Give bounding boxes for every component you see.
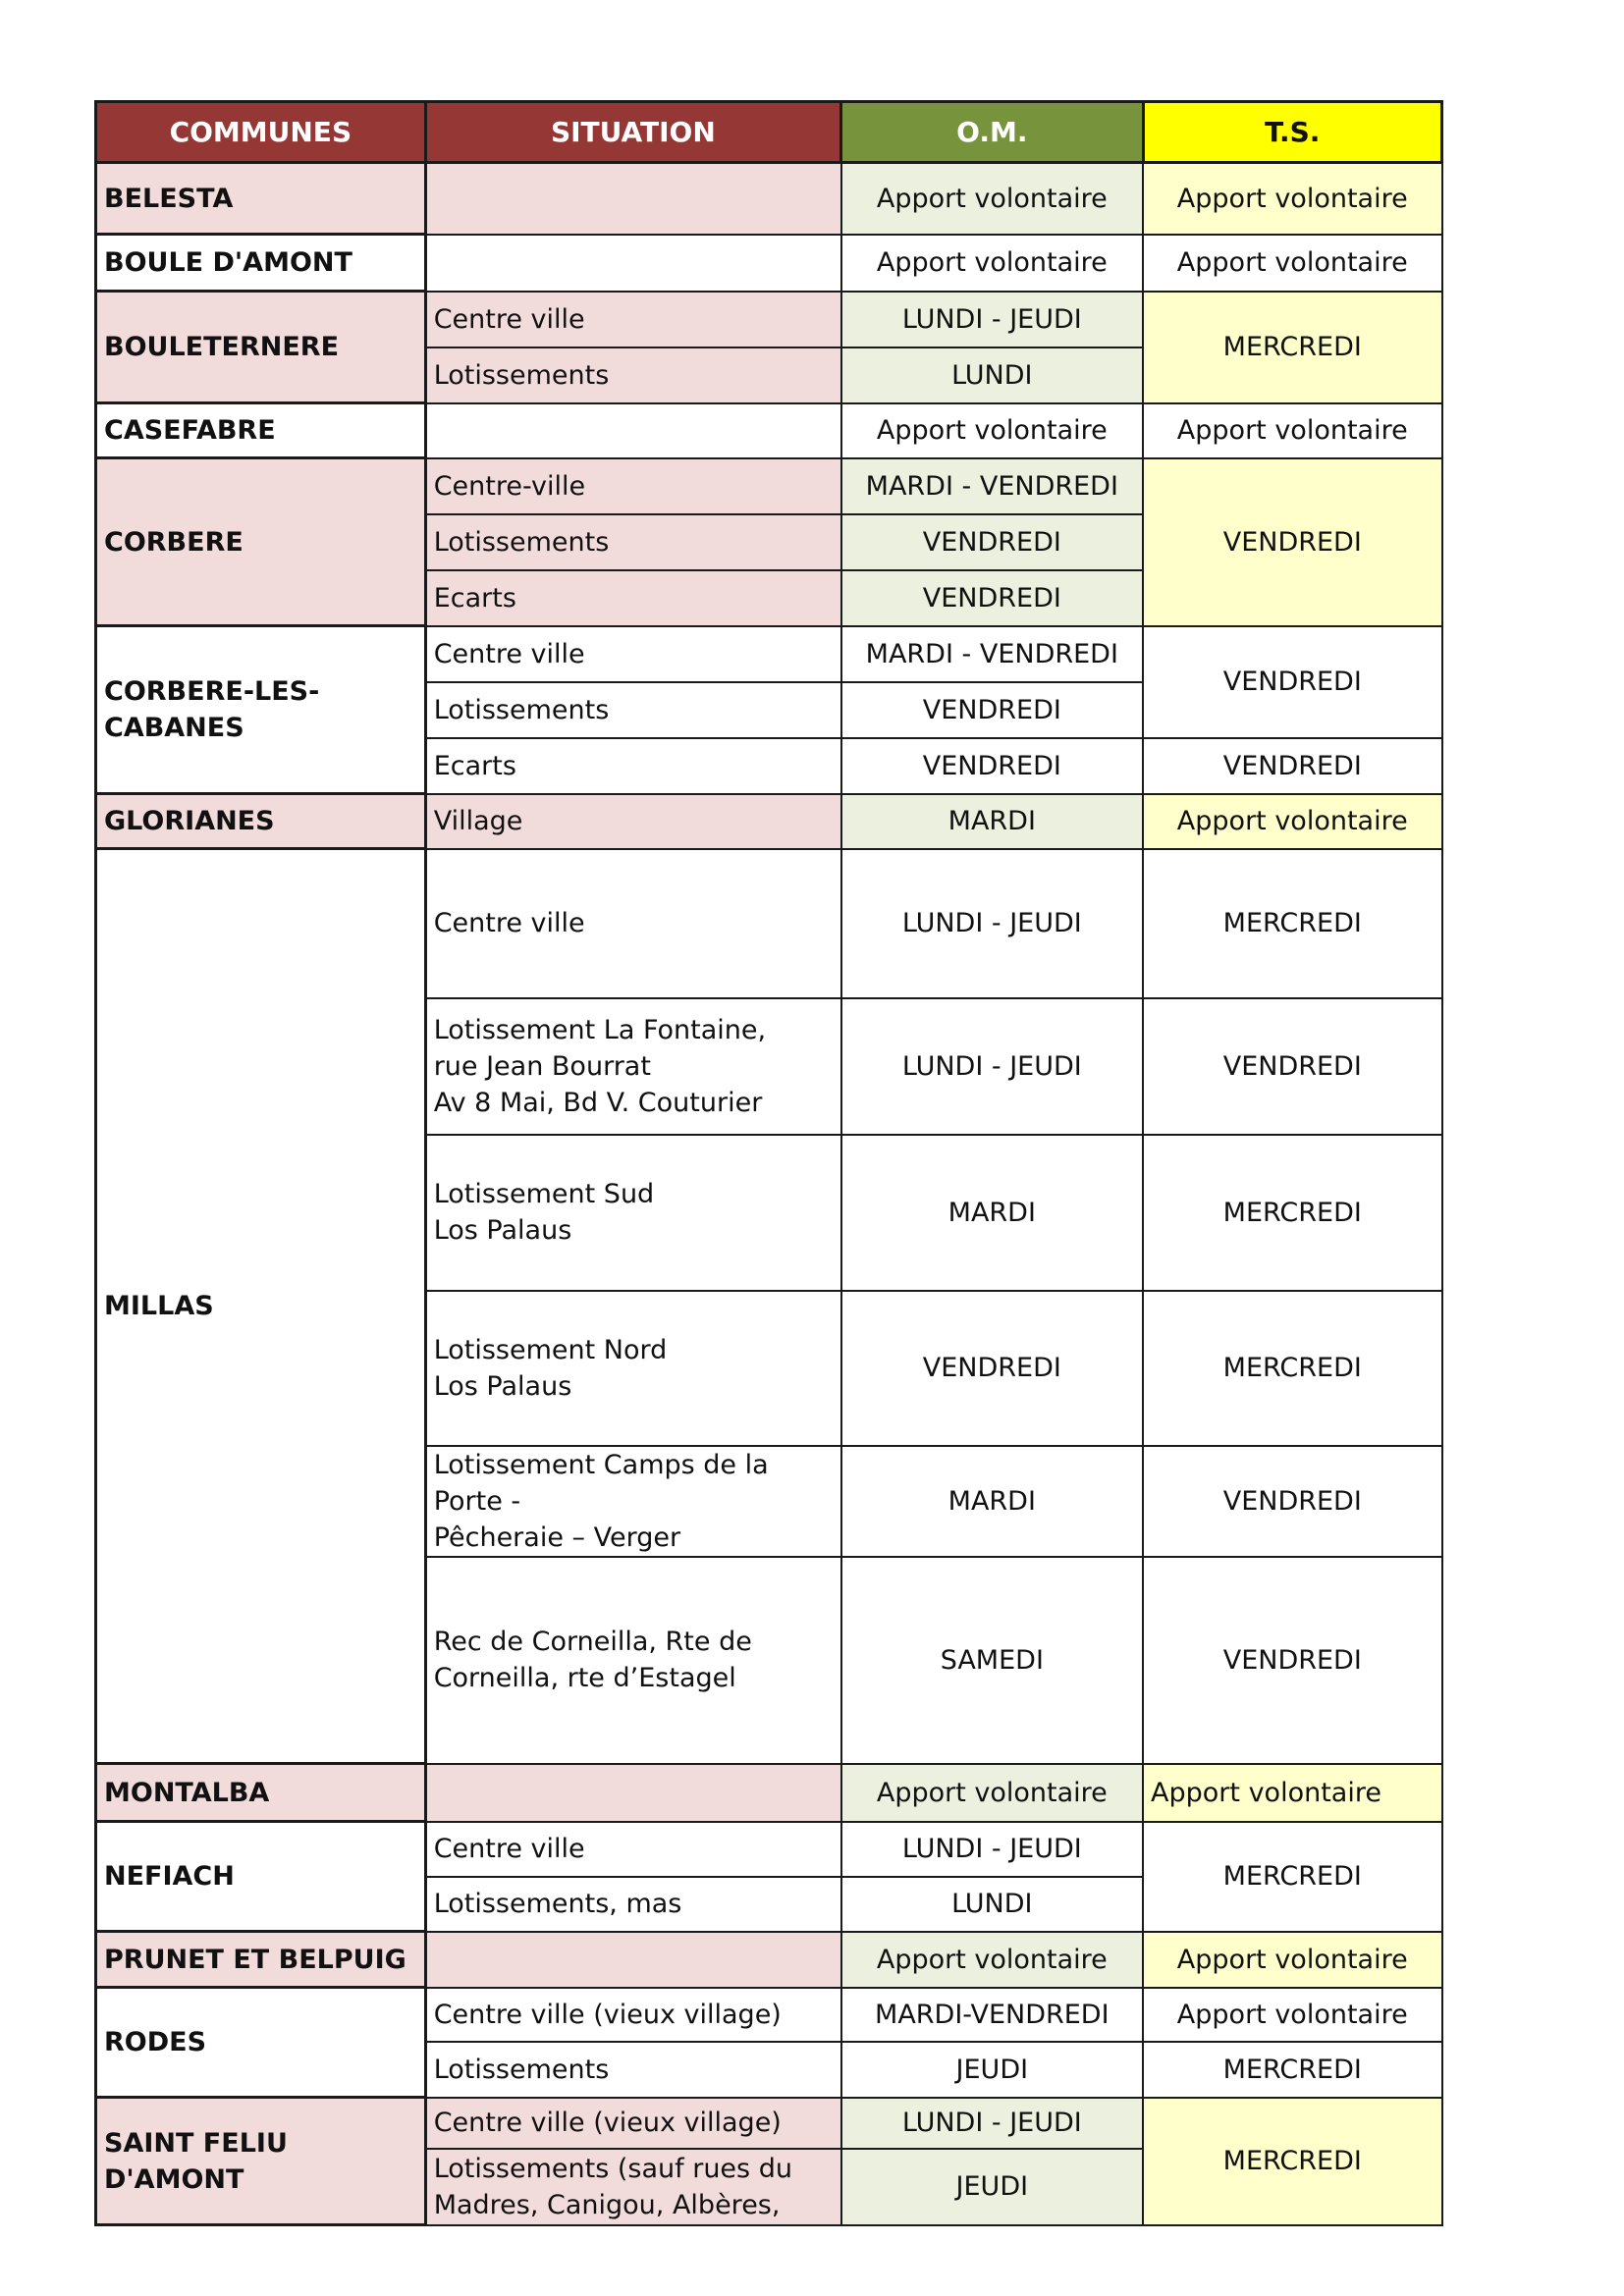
table-row <box>96 626 1442 682</box>
om-cell: JEUDI <box>841 2042 1143 2098</box>
situation-cell: Ecarts <box>425 738 840 794</box>
om-cell: Apport volontaire <box>841 403 1143 458</box>
situation-cell: Lotissements <box>425 347 840 403</box>
table-row <box>96 1988 1442 2042</box>
situation-cell <box>425 1764 840 1822</box>
ts-cell: VENDREDI <box>1143 998 1441 1135</box>
om-cell: LUNDI <box>841 1877 1143 1932</box>
ts-cell: MERCREDI <box>1143 2042 1441 2098</box>
situation-cell: Lotissement Sud Los Palaus <box>425 1135 840 1291</box>
ts-cell: VENDREDI <box>1143 1557 1441 1764</box>
commune-name: CORBERE <box>96 458 426 626</box>
situation-cell: Lotissements <box>425 514 840 570</box>
header-communes: COMMUNES <box>96 102 426 163</box>
commune-name: GLORIANES <box>96 794 426 849</box>
om-cell: LUNDI - JEUDI <box>841 849 1143 998</box>
situation-cell: Centre ville (vieux village) <box>425 2098 840 2149</box>
ts-cell: Apport volontaire <box>1143 1988 1441 2042</box>
situation-cell <box>425 163 840 235</box>
commune-name: NEFIACH <box>96 1822 426 1932</box>
situation-cell: Rec de Corneilla, Rte de Corneilla, rte d’Estagel <box>425 1557 840 1764</box>
situation-cell: Centre ville (vieux village) <box>425 1988 840 2042</box>
om-cell: LUNDI - JEUDI <box>841 1822 1143 1877</box>
om-cell: MARDI <box>841 1135 1143 1291</box>
situation-cell: Lotissements, mas <box>425 1877 840 1932</box>
situation-cell <box>425 403 840 458</box>
situation-cell: Centre ville <box>425 626 840 682</box>
situation-cell: Lotissements <box>425 682 840 738</box>
table-row <box>96 2098 1442 2149</box>
commune-name: RODES <box>96 1988 426 2098</box>
om-cell: Apport volontaire <box>841 235 1143 292</box>
commune-name: MONTALBA <box>96 1764 426 1822</box>
commune-name: BELESTA <box>96 163 426 235</box>
om-cell: MARDI <box>841 1446 1143 1557</box>
situation-cell: Centre ville <box>425 849 840 998</box>
ts-cell: Apport volontaire <box>1143 1764 1441 1822</box>
situation-cell: Lotissements (sauf rues du Madres, Canigou, Albères, <box>425 2149 840 2225</box>
om-cell: VENDREDI <box>841 738 1143 794</box>
om-cell: JEUDI <box>841 2149 1143 2225</box>
ts-cell: MERCREDI <box>1143 849 1441 998</box>
om-cell: LUNDI - JEUDI <box>841 2098 1143 2149</box>
situation-cell: Village <box>425 794 840 849</box>
om-cell: LUNDI - JEUDI <box>841 998 1143 1135</box>
table-row <box>96 849 1442 998</box>
header-ts: T.S. <box>1143 102 1441 163</box>
header-row <box>96 102 1442 163</box>
om-cell: MARDI - VENDREDI <box>841 458 1143 514</box>
om-cell: LUNDI <box>841 347 1143 403</box>
commune-name: SAINT FELIU D'AMONT <box>96 2098 426 2225</box>
om-cell: MARDI - VENDREDI <box>841 626 1143 682</box>
table-row <box>96 292 1442 347</box>
ts-cell: MERCREDI <box>1143 1291 1441 1446</box>
om-cell: Apport volontaire <box>841 1932 1143 1988</box>
situation-cell: Lotissement Camps de la Porte - Pêcheraie – Verger <box>425 1446 840 1557</box>
ts-cell: VENDREDI <box>1143 626 1441 738</box>
situation-cell: Centre ville <box>425 1822 840 1877</box>
collection-schedule-table <box>94 100 1443 2226</box>
om-cell: VENDREDI <box>841 1291 1143 1446</box>
table-row <box>96 458 1442 514</box>
om-cell: VENDREDI <box>841 570 1143 626</box>
table-row <box>96 163 1442 235</box>
situation-cell: Lotissement Nord Los Palaus <box>425 1291 840 1446</box>
situation-cell: Lotissement La Fontaine, rue Jean Bourrat Av 8 Mai, Bd V. Couturier <box>425 998 840 1135</box>
commune-name: MILLAS <box>96 849 426 1764</box>
situation-cell <box>425 235 840 292</box>
situation-cell: Lotissements <box>425 2042 840 2098</box>
ts-cell: MERCREDI <box>1143 2098 1441 2225</box>
om-cell: MARDI <box>841 794 1143 849</box>
situation-cell: Ecarts <box>425 570 840 626</box>
om-cell: LUNDI - JEUDI <box>841 292 1143 347</box>
table-row <box>96 1822 1442 1877</box>
table-row <box>96 235 1442 292</box>
om-cell: Apport volontaire <box>841 163 1143 235</box>
table-row <box>96 1932 1442 1988</box>
situation-cell <box>425 1932 840 1988</box>
ts-cell: MERCREDI <box>1143 1822 1441 1932</box>
header-situation: SITUATION <box>425 102 840 163</box>
commune-name: PRUNET ET BELPUIG <box>96 1932 426 1988</box>
commune-name: CORBERE-LES-CABANES <box>96 626 426 794</box>
commune-name: BOULE D'AMONT <box>96 235 426 292</box>
ts-cell: Apport volontaire <box>1143 403 1441 458</box>
header-om: O.M. <box>841 102 1143 163</box>
ts-cell: Apport volontaire <box>1143 235 1441 292</box>
om-cell: VENDREDI <box>841 514 1143 570</box>
situation-cell: Centre ville <box>425 292 840 347</box>
ts-cell: Apport volontaire <box>1143 794 1441 849</box>
om-cell: Apport volontaire <box>841 1764 1143 1822</box>
om-cell: SAMEDI <box>841 1557 1143 1764</box>
ts-cell: MERCREDI <box>1143 1135 1441 1291</box>
om-cell: VENDREDI <box>841 682 1143 738</box>
situation-cell: Centre-ville <box>425 458 840 514</box>
table-row <box>96 1764 1442 1822</box>
ts-cell: Apport volontaire <box>1143 1932 1441 1988</box>
ts-cell: VENDREDI <box>1143 458 1441 626</box>
ts-cell: Apport volontaire <box>1143 163 1441 235</box>
commune-name: BOULETERNERE <box>96 292 426 403</box>
ts-cell: VENDREDI <box>1143 1446 1441 1557</box>
ts-cell: MERCREDI <box>1143 292 1441 403</box>
table-row <box>96 403 1442 458</box>
commune-name: CASEFABRE <box>96 403 426 458</box>
om-cell: MARDI-VENDREDI <box>841 1988 1143 2042</box>
ts-cell: VENDREDI <box>1143 738 1441 794</box>
table-row <box>96 794 1442 849</box>
